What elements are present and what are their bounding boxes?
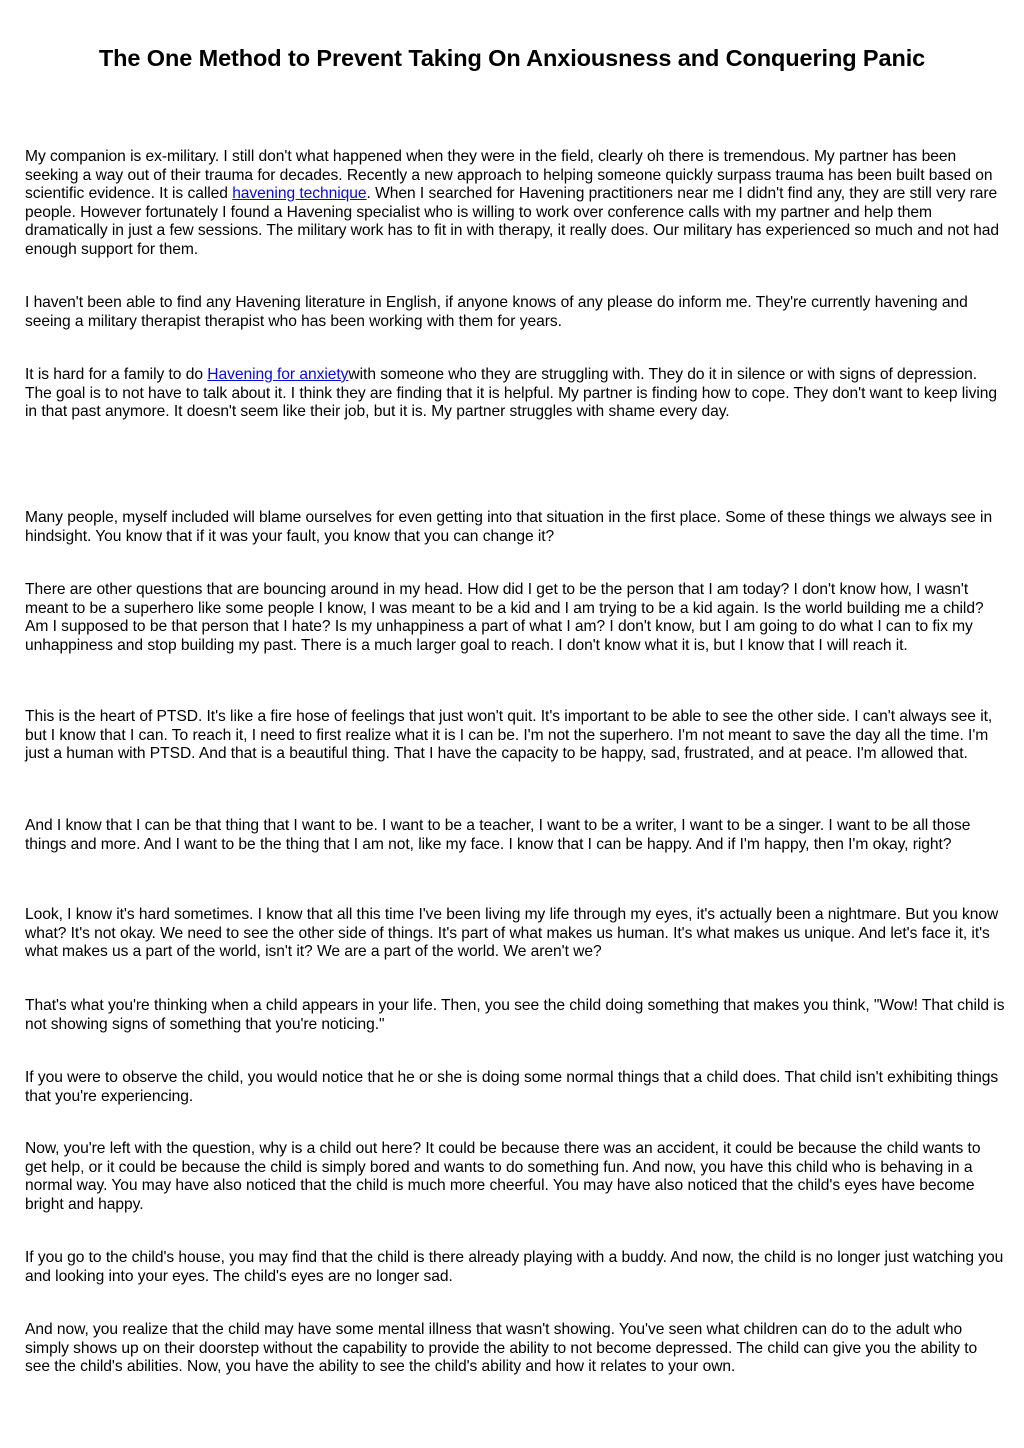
paragraph-7: And I know that I can be that thing that I want to be. I want to be a teacher, I want to be a writer, I want to be a singer. I want to be all those things and more. And I want to be the thing that I am not, like my face. I know that I can be happy. And if I'm happy, then I'm okay, right? bbox=[25, 817, 971, 853]
havening-technique-link[interactable]: havening technique bbox=[232, 185, 367, 203]
paragraph-9: That's what you're thinking when a child appears in your life. Then, you see the child doing something that makes you think, "Wow! That child is not showing signs of something that you're noticing." bbox=[25, 997, 1005, 1033]
paragraph-text: . When I searched for Havening practitioners near me I didn't find any, they are still very rare people. However fortunately I found a Havening specialist who is willing to work over conference calls with my partner and help them dramatically in just a few sessions. The military work has to fit in with therapy, it really does. Our military has experienced so much and not had enough support for them. bbox=[25, 185, 1000, 258]
paragraph-10: If you were to observe the child, you would notice that he or she is doing some normal things that a child does. That child isn't exhibiting things that you're experiencing. bbox=[25, 1069, 999, 1105]
paragraph-5: There are other questions that are bouncing around in my head. How did I get to be the person that I am today? I don't know how, I wasn't meant to be a superhero like some people I know, I was meant to be a kid and I am trying to be a kid again. Is the world building me a child? Am I supposed to be that person that I hate? Is my unhappiness a part of what I am? I don't know, but I am going to do what I can to fix my unhappiness and stop building my past. There is a much larger goal to reach. I don't know what it is, but I know that I will reach it. bbox=[25, 581, 984, 654]
paragraph-text: It is hard for a family to do bbox=[25, 366, 208, 383]
paragraph-11: Now, you're left with the question, why is a child out here? It could be because there was an accident, it could be because the child wants to get help, or it could be because the child is simply bored and wants to do something fun. And now, you have this child who is behaving in a normal way. You may have also noticed that the child is much more cheerful. You may have also noticed that the child's eyes have become bright and happy. bbox=[25, 1140, 981, 1213]
paragraph-3 bbox=[25, 366, 1005, 422]
paragraph-text: My companion is ex-military. I still don't what happened when they were in the field, clearly oh there is tremendous. My partner has been seeking a way out of their trauma for decades. Recently a new approach to helping someone quickly surpass trauma has been built based on scientific evidence. It is called bbox=[25, 148, 993, 203]
paragraph-8: Look, I know it's hard sometimes. I know that all this time I've been living my life through my eyes, it's actually been a nightmare. But you know what? It's not okay. We need to see the other side of things. It's part of what makes us human. It's what makes us unique. And let's face it, it's what makes us a part of the world, isn't it? We are a part of the world. We aren't we? bbox=[25, 906, 999, 961]
paragraph-12: If you go to the child's house, you may find that the child is there already playing with a buddy. And now, the child is no longer just watching you and looking into your eyes. The child's eyes are no longer sad. bbox=[25, 1249, 1004, 1285]
paragraph-13: And now, you realize that the child may have some mental illness that wasn't showing. You've seen what children can do to the adult who simply shows up on their doorstep without the capability to provide the ability to not become depressed. The child can give you the ability to see the child's abilities. Now, you have the ability to see the child's ability and how it relates to your own. bbox=[25, 1321, 978, 1376]
page-title: The One Method to Prevent Taking On Anxiousness and Conquering Panic bbox=[98, 45, 926, 71]
paragraph-6: This is the heart of PTSD. It's like a fire hose of feelings that just won't quit. It's important to be able to see the other side. I can't always see it, but I know that I can. To reach it, I need to first realize what it is I can be. I'm not the superhero. I'm not meant to save the day all the time. I'm just a human with PTSD. And that is a beautiful thing. That I have the capacity to be happy, sad, frustrated, and at peace. I'm allowed that. bbox=[25, 708, 993, 763]
paragraph-1 bbox=[25, 148, 1005, 260]
havening-for-anxiety-link[interactable]: Havening for anxiety bbox=[207, 366, 349, 383]
paragraph-text: with someone who they are struggling with. They do it in silence or with signs of depression. The goal is to not have to talk about it. I think they are finding that it is helpful. My partner is finding how to cope. They don't want to keep living in that past anymore. It doesn't seem like their job, but it is. My partner struggles with shame every day. bbox=[25, 366, 997, 421]
paragraph-2: I haven't been able to find any Havening literature in English, if anyone knows of any please do inform me. They're currently havening and seeing a military therapist therapist who has been working with them for years. bbox=[25, 294, 968, 330]
paragraph-4: Many people, myself included will blame ourselves for even getting into that situation in the first place. Some of these things we always see in hindsight. You know that if it was your fault, you know that you can change it? bbox=[25, 509, 993, 545]
